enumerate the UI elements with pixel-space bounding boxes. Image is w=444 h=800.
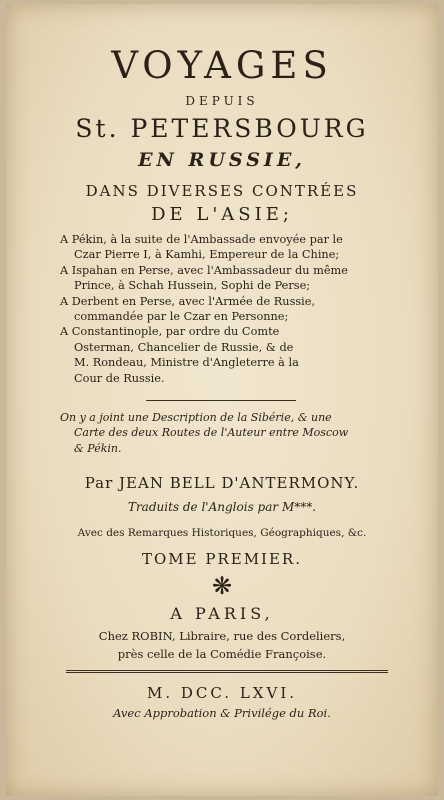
itinerary-block [60, 232, 390, 386]
divider [146, 400, 296, 401]
itinerary-line: Czar Pierre I, à Kamhi, Empereur de la Chine; [74, 248, 340, 262]
title-en-russie: EN RUSSIE, [138, 149, 306, 171]
imprint-rule [66, 670, 388, 673]
itinerary-line: A Derbent en Perse, avec l'Armée de Russie, [60, 294, 316, 308]
description-line: On y a joint une Description de la Sibérie, & une [60, 411, 332, 424]
itinerary-line: M. Rondeau, Ministre d'Angleterre à la [74, 356, 299, 370]
description-line: & Pékin. [74, 441, 122, 455]
tome-line: TOME PREMIER. [141, 550, 302, 568]
year-line: M. DCC. LXVI. [146, 684, 298, 702]
title-voyages: VOYAGES [111, 44, 333, 87]
publisher-line: près celle de la Comédie Françoise. [117, 647, 327, 661]
itinerary-line: Cour de Russie. [74, 371, 165, 385]
itinerary-line: A Constantinople, par ordre du Comte [60, 325, 280, 339]
printer-ornament: ❋ [211, 572, 233, 600]
description-block [60, 410, 390, 456]
title-depuis: DEPUIS [185, 94, 259, 108]
itinerary-line: Osterman, Chancelier de Russie, & de [74, 340, 294, 354]
title-asie: DE L'ASIE; [151, 204, 293, 225]
title-dans-diverses: DANS DIVERSES CONTRÉES [85, 182, 359, 200]
itinerary-line: Prince, à Schah Hussein, Sophi de Perse; [74, 279, 311, 293]
author-line: Par JEAN BELL D'ANTERMONY. [84, 474, 360, 492]
privilege-line: Avec Approbation & Privilége du Roi. [113, 706, 331, 720]
publisher-line: Chez ROBIN, Libraire, rue des Cordeliers, [98, 629, 346, 643]
itinerary-line: A Pékin, à la suite de l'Ambassade envoyée par le [60, 233, 343, 246]
remarks-line: Avec des Remarques Historiques, Géographiques, &c. [77, 527, 367, 539]
description-line: Carte des deux Routes de l'Auteur entre Moscow [74, 426, 349, 440]
title-petersbourg: St. PETERSBOURG [75, 114, 369, 143]
itinerary-line: commandée par le Czar en Personne; [74, 310, 289, 324]
place-line: A PARIS, [170, 604, 274, 623]
translator-line: Traduits de l'Anglois par M***. [127, 500, 317, 514]
title-page [6, 4, 438, 796]
itinerary-line: A Ispahan en Perse, avec l'Ambassadeur du même [60, 263, 348, 277]
